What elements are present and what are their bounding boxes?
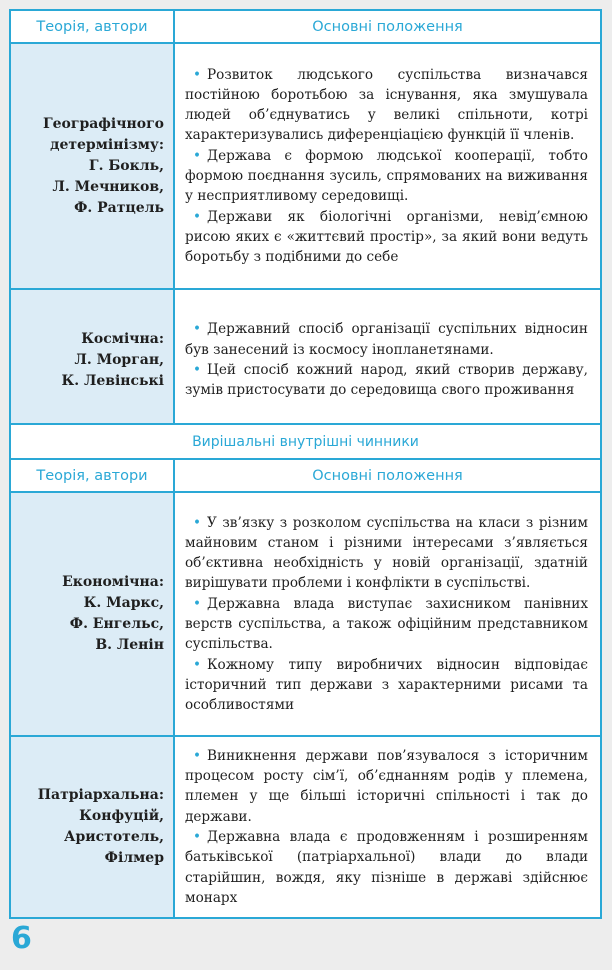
provisions-patriarchal — [174, 736, 601, 918]
provision-item: • Виникнення держави пов’язувалося з історичним процесом росту сім’ї, об’єднанням родів у племена, племен у ще більші історичні спільності і так до держави. — [185, 747, 588, 825]
provision-item: • У зв’язку з розколом суспільства на класи з різним майновим станом і різними інтересами з’являється об’єктивна необхідність у новій організації, здатній вирішувати проблеми і конфлікти в суспільстві. — [185, 514, 588, 592]
table-row-economic — [10, 492, 601, 736]
table-row-patriarchal — [10, 736, 601, 918]
provision-item: • Державна влада виступає захисником панівних верств суспільства, а також офіційним представником суспільства. — [185, 595, 588, 653]
column-header-provisions: Основні положення — [174, 459, 601, 492]
bullet-icon: • — [193, 747, 202, 764]
bullet-icon: • — [193, 208, 202, 225]
theories-table-external — [9, 9, 602, 432]
provision-item: • Державна влада є продовженням і розширенням батьківської (патріархальної) влади до влади старійшин, вождя, яку пізніше в державі здійснює монарх — [185, 829, 588, 906]
bullet-icon: • — [193, 321, 202, 338]
theory-label-geographic: Географічного детермінізму: Г. Бокль, Л. Мечников, Ф. Ратцель — [10, 43, 174, 289]
provisions-cosmic — [174, 289, 601, 431]
theory-label-cosmic: Космічна: Л. Морган, К. Левінські — [10, 289, 174, 431]
bullet-icon: • — [193, 656, 202, 673]
provision-item: • Держава є формою людської кооперації, тобто формою поєднання зусиль, спрямованих на виживання у несприятливому середовищі. — [185, 147, 588, 205]
column-header-theory: Теорія, автори — [10, 459, 174, 492]
column-header-theory: Теорія, автори — [10, 10, 174, 43]
bullet-icon: • — [193, 829, 202, 845]
provision-item: • Державний спосіб організації суспільних відносин був занесений із космосу інопланетянами. — [185, 321, 588, 358]
provisions-economic — [174, 492, 601, 736]
provision-item: • Розвиток людського суспільства визначався постійною боротьбою за існування, яка змушувала людей об’єднуватись у великі спільноти, котрі характеризувались диференціацією функцій її членів. — [185, 66, 588, 144]
table-header-row — [10, 10, 601, 43]
provisions-geographic — [174, 43, 601, 289]
provision-item: • Цей спосіб кожний народ, який створив державу, зумів пристосувати до середовища свого проживання — [185, 362, 588, 399]
bullet-icon: • — [193, 595, 202, 612]
theory-label-patriarchal: Патріархальна: Конфуцій, Аристотель, Філмер — [10, 736, 174, 918]
provision-item: • Кожному типу виробничих відносин відповідає історичний тип держави з характерними рисами та особливостями — [185, 656, 588, 714]
section-title-row — [10, 424, 601, 459]
theories-table-internal — [9, 423, 602, 919]
table-header-row — [10, 459, 601, 492]
theory-label-economic: Економічна: К. Маркс, Ф. Енгельс, В. Ленін — [10, 492, 174, 736]
provision-item: • Держави як біологічні організми, невід’ємною рисою яких є «життєвий простір», за який вони ведуть боротьбу з подібними до себе — [185, 208, 588, 266]
column-header-provisions: Основні положення — [174, 10, 601, 43]
page-number: 6 — [11, 921, 32, 956]
table-row-geographic — [10, 43, 601, 289]
bullet-icon: • — [193, 514, 202, 531]
section-title: Вирішальні внутрішні чинники — [10, 424, 601, 459]
table-row-cosmic — [10, 289, 601, 431]
bullet-icon: • — [193, 147, 202, 164]
bullet-icon: • — [193, 362, 202, 378]
bullet-icon: • — [193, 66, 202, 83]
